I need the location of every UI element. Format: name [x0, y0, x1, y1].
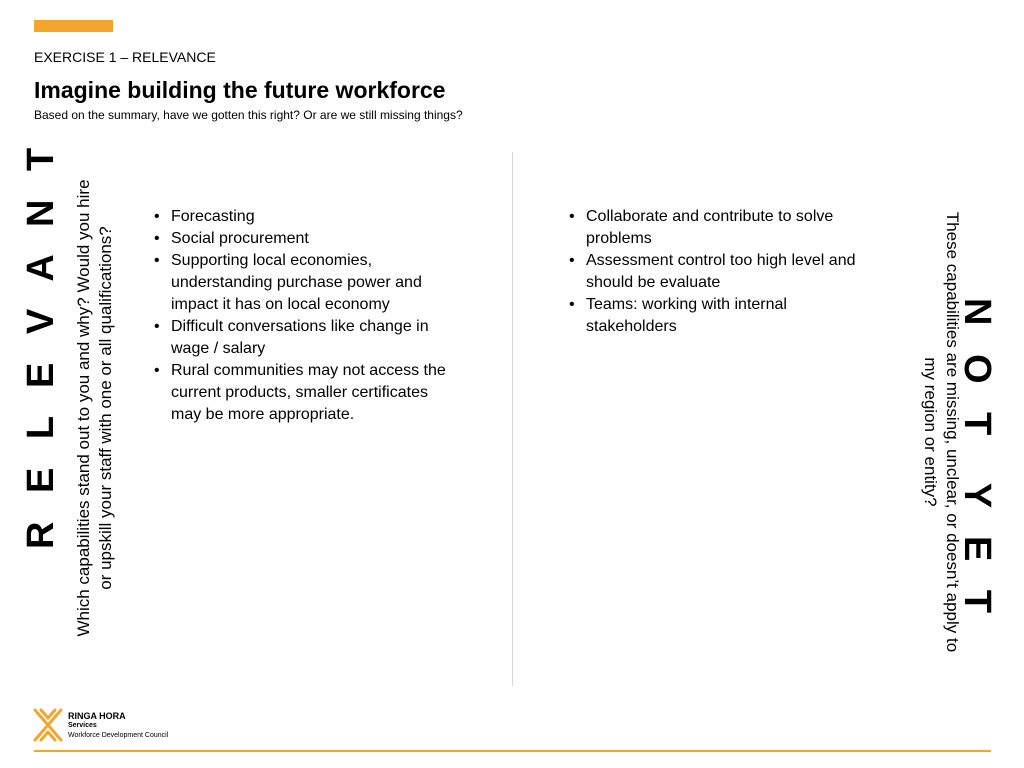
list-item: • Assessment control too high level and should be evaluate [565, 250, 875, 294]
list-item: • Teams: working with internal stakeholders [565, 294, 875, 338]
list-item: • Supporting local economies, understanding purchase power and impact it has on local economy [150, 250, 460, 316]
ringa-hora-logo-icon [32, 706, 64, 744]
relevant-list [150, 206, 460, 426]
page-subtitle: Based on the summary, have we gotten this right? Or are we still missing things? [34, 108, 463, 122]
footer-line [34, 750, 991, 752]
logo-name: RINGA HORA [68, 711, 126, 721]
relevant-label: R E L E V A N T [20, 138, 62, 549]
list-item: • Forecasting [150, 206, 460, 228]
not-yet-question [919, 167, 963, 697]
relevant-question-line2: or upskill your staff with one or all qualifications? [96, 226, 115, 590]
exercise-label: EXERCISE 1 – RELEVANCE [34, 49, 216, 65]
list-item: • Social procurement [150, 228, 460, 250]
accent-bar [34, 20, 113, 32]
list-item: • Collaborate and contribute to solve problems [565, 206, 875, 250]
list-item: • Rural communities may not access the current products, smaller certificates may be more appropriate. [150, 360, 460, 426]
column-divider [512, 152, 513, 686]
not-yet-list [565, 206, 875, 338]
not-yet-label: N O T Y E T [956, 298, 998, 623]
ringa-hora-logo [32, 706, 168, 744]
logo-services: Services [68, 722, 97, 729]
relevant-question-line1: Which capabilities stand out to you and why? Would you hire [74, 179, 93, 637]
not-yet-question-line1: These capabilities are missing, unclear, or doesn’t apply to [943, 211, 962, 653]
not-yet-question-line2: my region or entity? [921, 357, 940, 507]
logo-text [68, 711, 168, 741]
list-item: • Difficult conversations like change in wage / salary [150, 316, 460, 360]
page-title: Imagine building the future workforce [34, 77, 446, 103]
logo-council: Workforce Development Council [68, 732, 169, 739]
relevant-question [73, 158, 117, 658]
